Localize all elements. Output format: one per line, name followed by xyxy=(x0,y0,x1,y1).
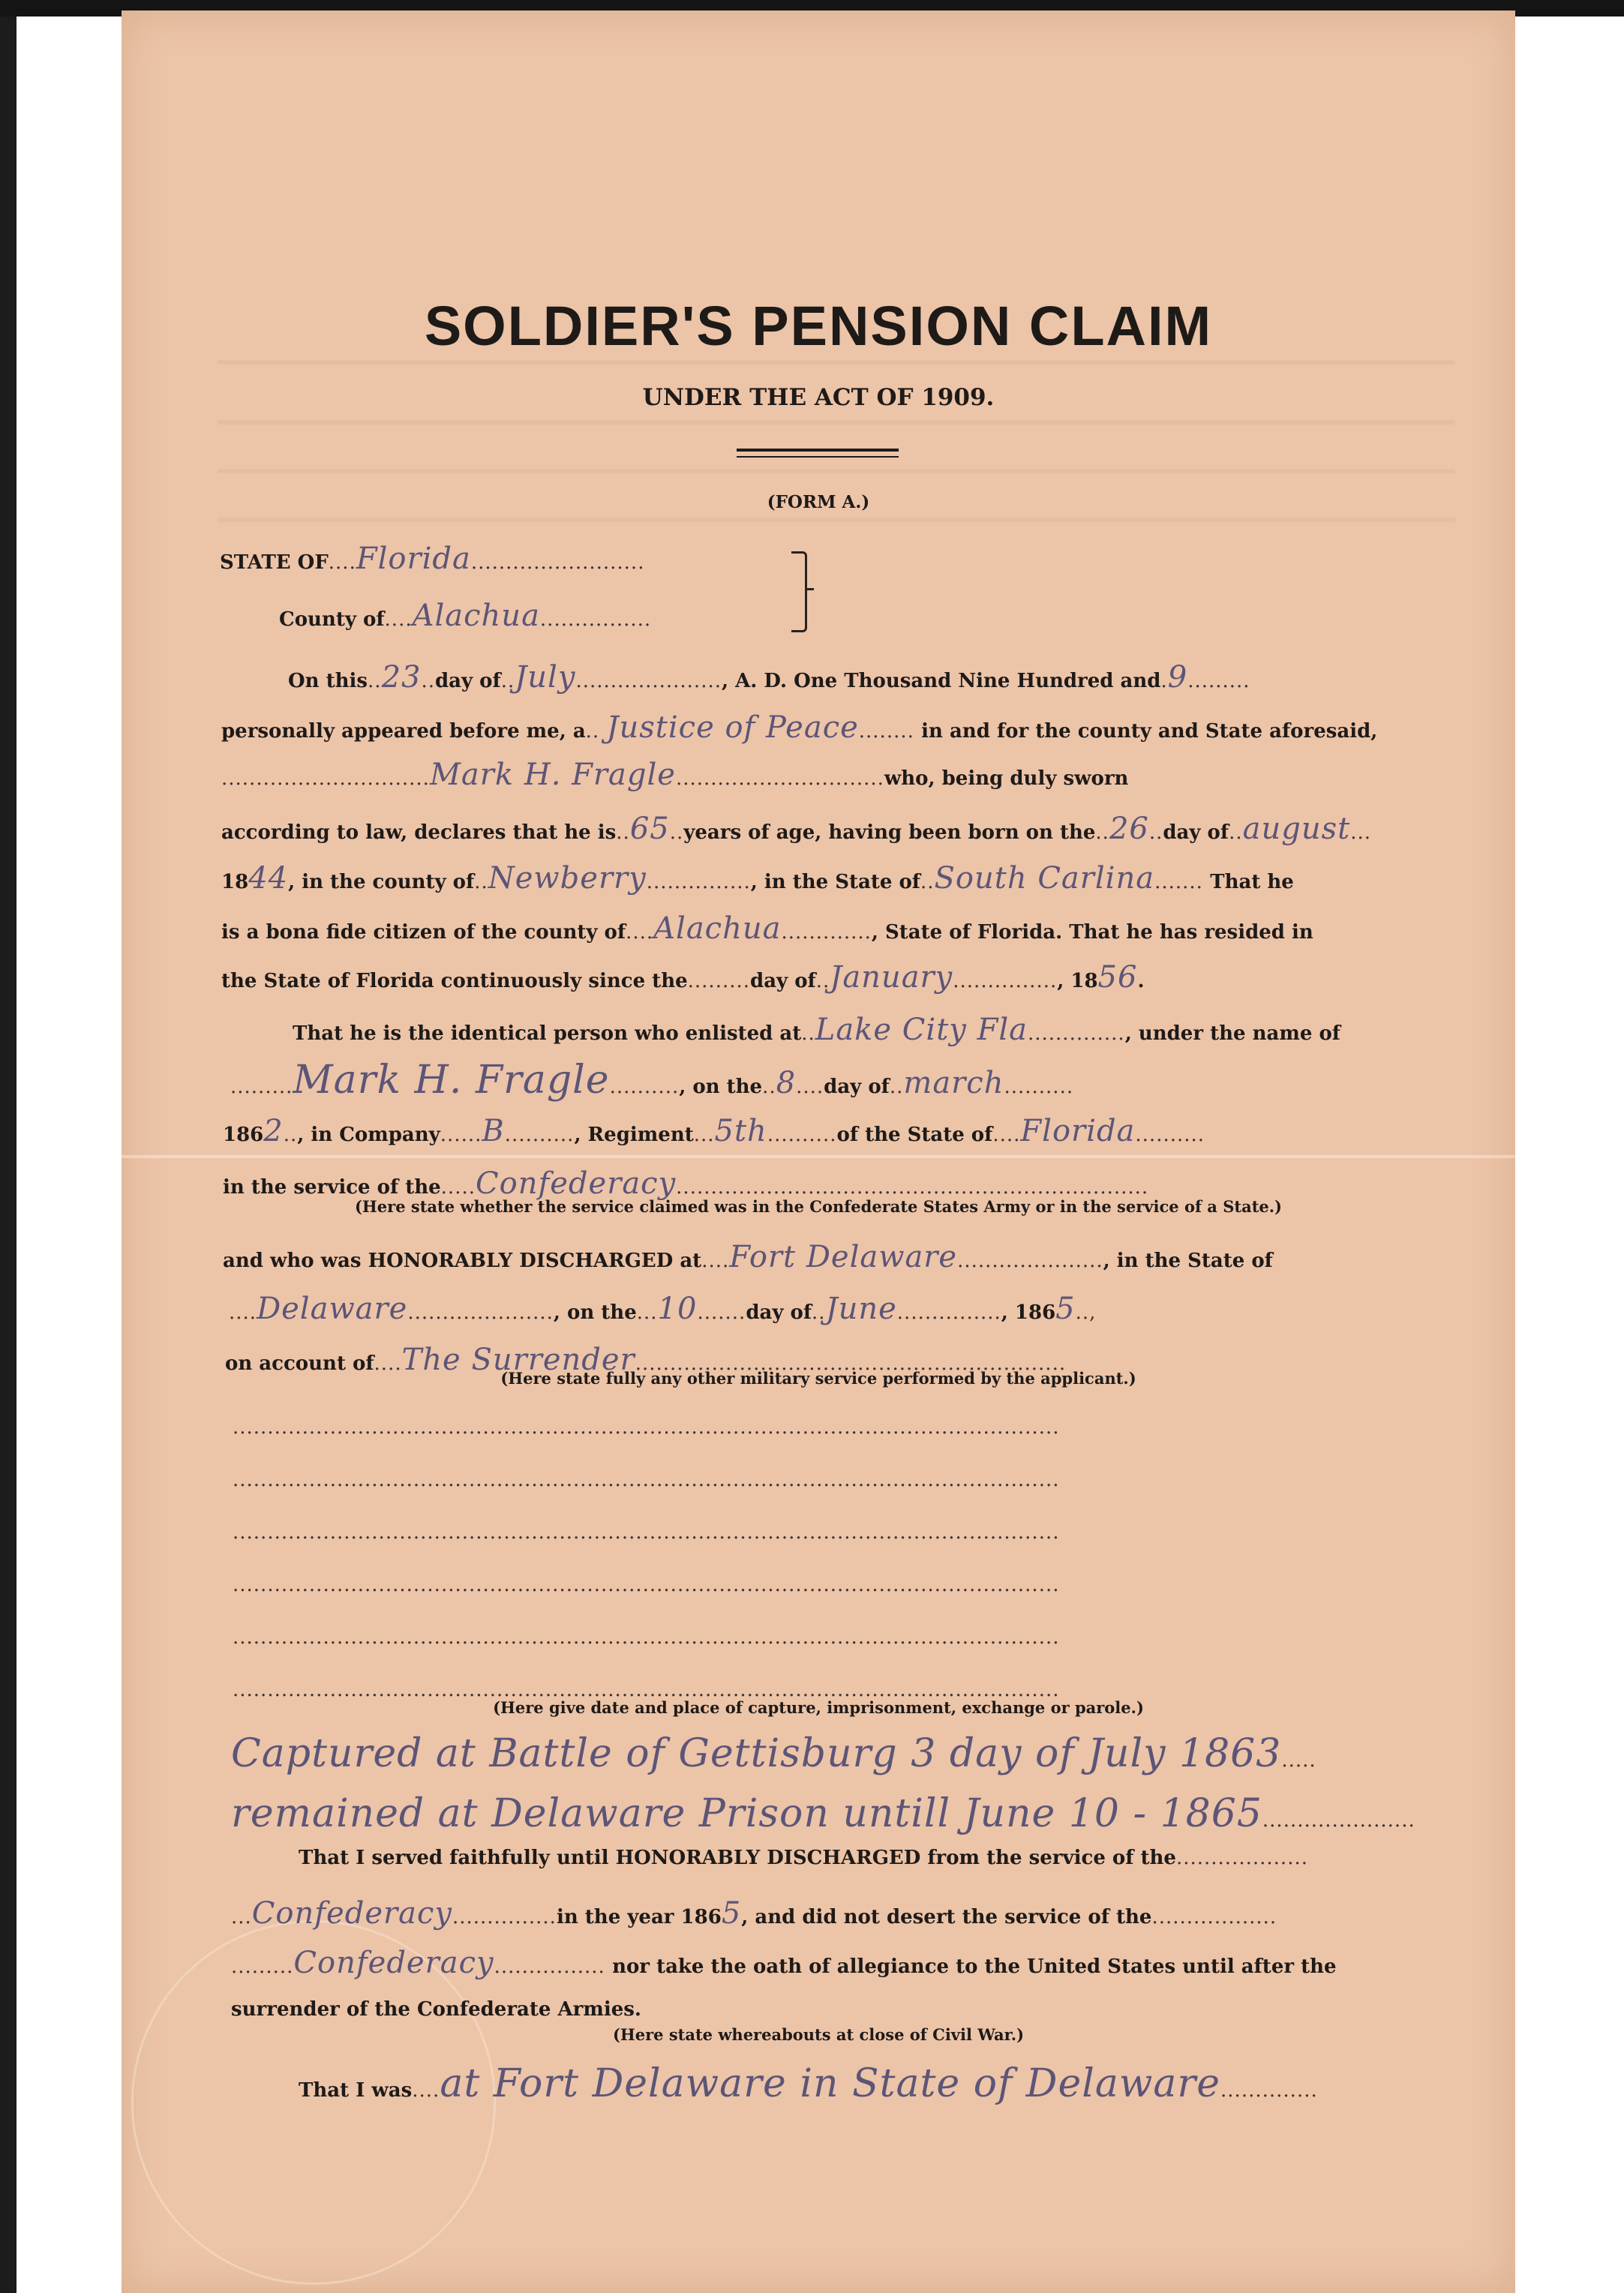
resided-month: January xyxy=(830,960,953,995)
text: That I was xyxy=(299,2079,413,2102)
birth-year: 44 xyxy=(248,861,289,896)
text: day of xyxy=(750,970,816,992)
capture-note: (Here give date and place of capture, imprisonment, exchange or parole.) xyxy=(493,1698,1144,1717)
intro-line-2: personally appeared before me, a.. Justice of Peace........ in and for the county and State aforesaid, xyxy=(221,710,1378,745)
capture-text-2: remained at Delaware Prison untill June 10 - 1865 xyxy=(231,1791,1262,1836)
capture-text-1: Captured at Battle of Gettisburg 3 day of July 1863 xyxy=(231,1731,1282,1776)
enlist-year: 2 xyxy=(263,1114,284,1148)
text: That I served faithfully until HONORABLY DISCHARGED from the service of the xyxy=(299,1847,1176,1869)
capture-line-2: remained at Delaware Prison untill June 10 - 1865...................... xyxy=(231,1791,1415,1836)
scan-margin xyxy=(1526,17,1624,2293)
birth-month: august xyxy=(1242,812,1351,846)
military-service-note: (Here state fully any other military service performed by the applicant.) xyxy=(500,1369,1136,1388)
blank-line: ....................................................................................................................... xyxy=(233,1469,1060,1491)
text: , on the xyxy=(553,1301,637,1324)
discharge-day: 10 xyxy=(657,1292,698,1326)
year-value: 9 xyxy=(1167,660,1188,695)
county-value: Alachua xyxy=(412,599,540,633)
text: the State of Florida continuously since the xyxy=(221,970,688,992)
text: in the year 186 xyxy=(556,1906,722,1928)
served-service-2: Confederacy xyxy=(293,1946,494,1980)
discharge-year: 5 xyxy=(1055,1292,1076,1326)
capture-line-1: Captured at Battle of Gettisburg 3 day of July 1863..... xyxy=(231,1731,1316,1776)
bleed-through-line xyxy=(218,518,1455,522)
page-title: SOLDIER'S PENSION CLAIM xyxy=(424,295,1213,357)
discharge-place: Fort Delaware xyxy=(729,1240,958,1274)
text: , and did not desert the service of the xyxy=(741,1906,1152,1928)
text: in the service of the xyxy=(223,1176,441,1199)
text: who, being duly sworn xyxy=(884,767,1129,790)
title-rule xyxy=(737,449,899,452)
service-value: Confederacy xyxy=(476,1166,677,1201)
text: , on the xyxy=(679,1076,763,1098)
intro-line-6: is a bona fide citizen of the county of....Alachua............., State of Florida. That he has resided in xyxy=(221,911,1313,946)
blank-line: ....................................................................................................................... xyxy=(233,1626,1060,1649)
county-line: County of....Alachua................ xyxy=(279,599,652,633)
text: On this xyxy=(288,670,368,692)
discharge-reason: The Surrender xyxy=(401,1343,635,1377)
text: That he xyxy=(1210,871,1294,893)
text: is a bona fide citizen of the county of xyxy=(221,921,626,944)
text: , State of Florida. That he has resided in xyxy=(871,921,1313,944)
month-value: July xyxy=(515,660,576,695)
text: of the State of xyxy=(836,1124,993,1146)
birth-state: South Carlina xyxy=(934,861,1155,896)
text: , 186 xyxy=(1001,1301,1056,1324)
intro-line-1: On this..23..day of..July....................., A. D. One Thousand Nine Hundred and.9......... xyxy=(288,660,1250,695)
text: nor take the oath of allegiance to the United States until after the xyxy=(612,1955,1337,1978)
text: , in the State of xyxy=(750,871,920,893)
text: personally appeared before me, a xyxy=(221,720,586,743)
blank-line: ....................................................................................................................... xyxy=(233,1679,1060,1701)
county-label: County of xyxy=(279,608,385,631)
intro-line-3: ..............................Mark H. Fragle..............................who, being duly sworn xyxy=(221,758,1129,792)
text: day of xyxy=(824,1076,890,1098)
intro-line-7: the State of Florida continuously since the.........day of..January..............., 1856. xyxy=(221,960,1145,995)
scan-edge xyxy=(0,0,17,2293)
form-label: (FORM A.) xyxy=(767,492,870,512)
discharge-line-1: and who was HONORABLY DISCHARGED at....Fort Delaware....................., in the State of xyxy=(223,1240,1273,1274)
served-year: 5 xyxy=(721,1896,742,1931)
state-line: STATE OF....Florida......................... xyxy=(220,542,645,576)
enlist-line-4: in the service of the.....Confederacy.................................................................... xyxy=(223,1166,1149,1201)
text: and who was HONORABLY DISCHARGED at xyxy=(223,1250,702,1272)
fold-crease xyxy=(122,1155,1515,1158)
discharge-state: Delaware xyxy=(257,1292,408,1326)
text: in and for the county and State aforesaid, xyxy=(921,720,1378,743)
bleed-through-line xyxy=(218,469,1455,473)
enlist-line-1: That he is the identical person who enlisted at..Lake City Fla.............., under the name of xyxy=(293,1013,1340,1047)
text: years of age, having been born on the xyxy=(683,821,1096,844)
enlist-line-3: 1862.., in Company......B.........., Regiment...5th..........of the State of....Florida.......... xyxy=(223,1114,1205,1148)
discharge-month: June xyxy=(825,1292,897,1326)
bleed-through-line xyxy=(218,420,1455,425)
intro-line-4: according to law, declares that he is..65..years of age, having been born on the..26..day of..august... xyxy=(221,812,1371,846)
company-value: B xyxy=(482,1114,505,1148)
regiment-state: Florida xyxy=(1020,1114,1136,1148)
regiment-value: 5th xyxy=(714,1114,767,1148)
text: , Regiment xyxy=(574,1124,694,1146)
venue-brace xyxy=(805,588,814,590)
service-note: (Here state whether the service claimed was in the Confederate States Army or in the service of a State.) xyxy=(355,1197,1282,1216)
text: , in the State of xyxy=(1103,1250,1273,1272)
enlist-line-2: .........Mark H. Fragle.........., on the..8....day of..march.......... xyxy=(230,1058,1074,1103)
intro-line-5: 1844, in the county of..Newberry..............., in the State of..South Carlina....... That he xyxy=(221,861,1294,896)
text: day of xyxy=(746,1301,812,1324)
birth-day: 26 xyxy=(1109,812,1149,846)
blank-line: ....................................................................................................................... xyxy=(233,1521,1060,1544)
venue-brace xyxy=(791,551,807,632)
text: , under the name of xyxy=(1124,1022,1340,1045)
whereabouts-line: That I was....at Fort Delaware in State of Delaware.............. xyxy=(299,2061,1318,2106)
age-value: 65 xyxy=(629,812,670,846)
citizen-county: Alachua xyxy=(653,911,782,946)
text: , in the county of xyxy=(288,871,475,893)
enlisted-name: Mark H. Fragle xyxy=(293,1058,610,1103)
text: day of xyxy=(435,670,501,692)
text: according to law, declares that he is xyxy=(221,821,617,844)
page-subtitle: UNDER THE ACT OF 1909. xyxy=(642,384,995,411)
served-line-3: .........Confederacy................ nor take the oath of allegiance to the United States until after the xyxy=(231,1946,1337,1980)
text: , 18 xyxy=(1057,970,1098,992)
enlisted-at: Lake City Fla xyxy=(815,1013,1028,1047)
state-value: Florida xyxy=(356,542,471,576)
text: That he is the identical person who enlisted at xyxy=(293,1022,802,1045)
served-line-2: ...Confederacy...............in the year 1865, and did not desert the service of the.................. xyxy=(231,1896,1277,1931)
discharge-line-2: ....Delaware....................., on the...10.......day of..June..............., 1865.., xyxy=(229,1292,1097,1326)
whereabouts-note: (Here state whereabouts at close of Civil War.) xyxy=(612,2025,1025,2044)
blank-line: ....................................................................................................................... xyxy=(233,1574,1060,1596)
title-rule xyxy=(737,456,899,458)
resided-year: 56 xyxy=(1097,960,1138,995)
birth-county: Newberry xyxy=(488,861,647,896)
text: , in Company xyxy=(297,1124,440,1146)
enlist-month: march xyxy=(903,1066,1004,1100)
blank-line: ....................................................................................................................... xyxy=(233,1416,1060,1439)
official-value: Justice of Peace xyxy=(606,710,859,745)
bleed-through-line xyxy=(218,360,1455,365)
text: on account of xyxy=(225,1352,374,1375)
state-label: STATE OF xyxy=(220,551,329,574)
text: , A. D. One Thousand Nine Hundred and xyxy=(722,670,1161,692)
enlist-day: 8 xyxy=(776,1066,797,1100)
text: day of xyxy=(1163,821,1229,844)
served-service-1: Confederacy xyxy=(251,1896,452,1931)
day-value: 23 xyxy=(381,660,422,695)
served-line-1: That I served faithfully until HONORABLY DISCHARGED from the service of the................... xyxy=(299,1847,1308,1869)
text: 18 xyxy=(221,871,249,893)
whereabouts-value: at Fort Delaware in State of Delaware xyxy=(440,2061,1221,2106)
applicant-name: Mark H. Fragle xyxy=(429,758,676,792)
discharge-line-3: on account of....The Surrender.............................................................. xyxy=(225,1343,1067,1377)
served-line-4: surrender of the Confederate Armies. xyxy=(231,1998,641,2021)
text: 186 xyxy=(223,1124,264,1146)
